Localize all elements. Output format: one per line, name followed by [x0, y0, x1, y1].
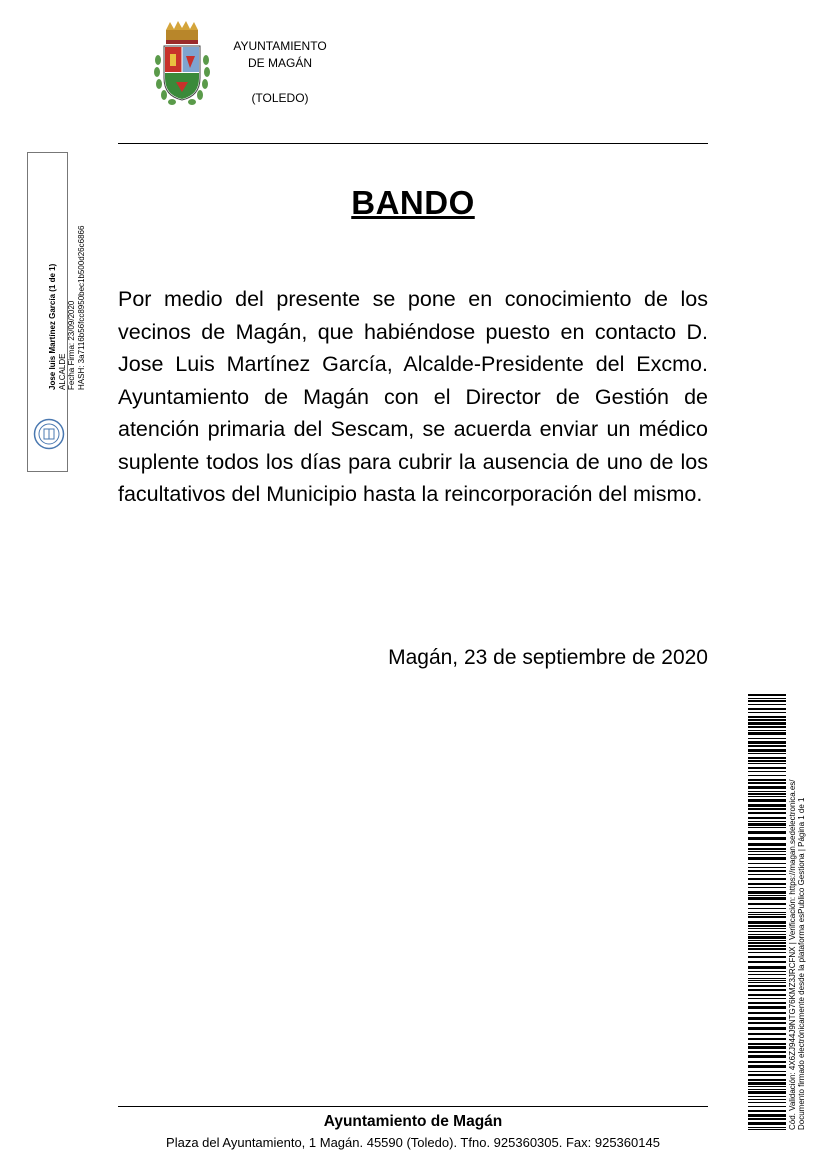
footer-address: Plaza del Ayuntamiento, 1 Magán. 45590 (Toledo). Tfno. 925360305. Fax: 925360145 [166, 1135, 660, 1150]
org-name-line2: DE MAGÁN [247, 56, 312, 70]
footer-org-name: Ayuntamiento de Magán [323, 1113, 503, 1130]
official-seal-icon [33, 418, 65, 450]
org-name-line1: AYUNTAMIENTO [233, 39, 327, 53]
signature-stamp-text [48, 150, 86, 390]
signature-date: Fecha Firma: 23/09/2020 [67, 300, 76, 390]
document-body: Por medio del presente se pone en conocimiento de los vecinos de Magán, que habiéndose puesto en contacto D. Jose Luis Martínez García, Alcalde-Presidente del Excmo. Ayuntamiento de Magán con el Director de Gestión de atención primaria del Sescam, se acuerda enviar un médico suplente todos los días para cubrir la ausencia de uno de los facultativos del Municipio hasta la reincorporación del mismo. [118, 287, 708, 506]
footer-divider [118, 1106, 708, 1107]
validation-line1: Cód. Validación: 4X6ZJ944J9NTG76KMZ3JRCFNX | Verificación: https://magan.sedelectronica.es/ [788, 779, 797, 1130]
validation-line2: Documento firmado electrónicamente desde la plataforma esPublico Gestiona | Página 1 de 1 [797, 797, 806, 1130]
document-date: Magán, 23 de septiembre de 2020 [388, 646, 708, 669]
signature-hash: HASH: 3a7116b56fcc8950bec1b500d26c6866 [76, 225, 86, 390]
header-divider [118, 143, 708, 144]
org-province: (TOLEDO) [251, 91, 309, 105]
municipality-header [220, 38, 340, 107]
page-footer [118, 1112, 708, 1152]
document-title: BANDO [351, 184, 475, 221]
signer-name: Jose luis Martínez García (1 de 1) [48, 263, 57, 390]
coat-of-arms-logo [152, 20, 212, 108]
signer-role: ALCALDE [57, 353, 67, 390]
validation-barcode [748, 694, 786, 1130]
validation-text [788, 690, 806, 1130]
